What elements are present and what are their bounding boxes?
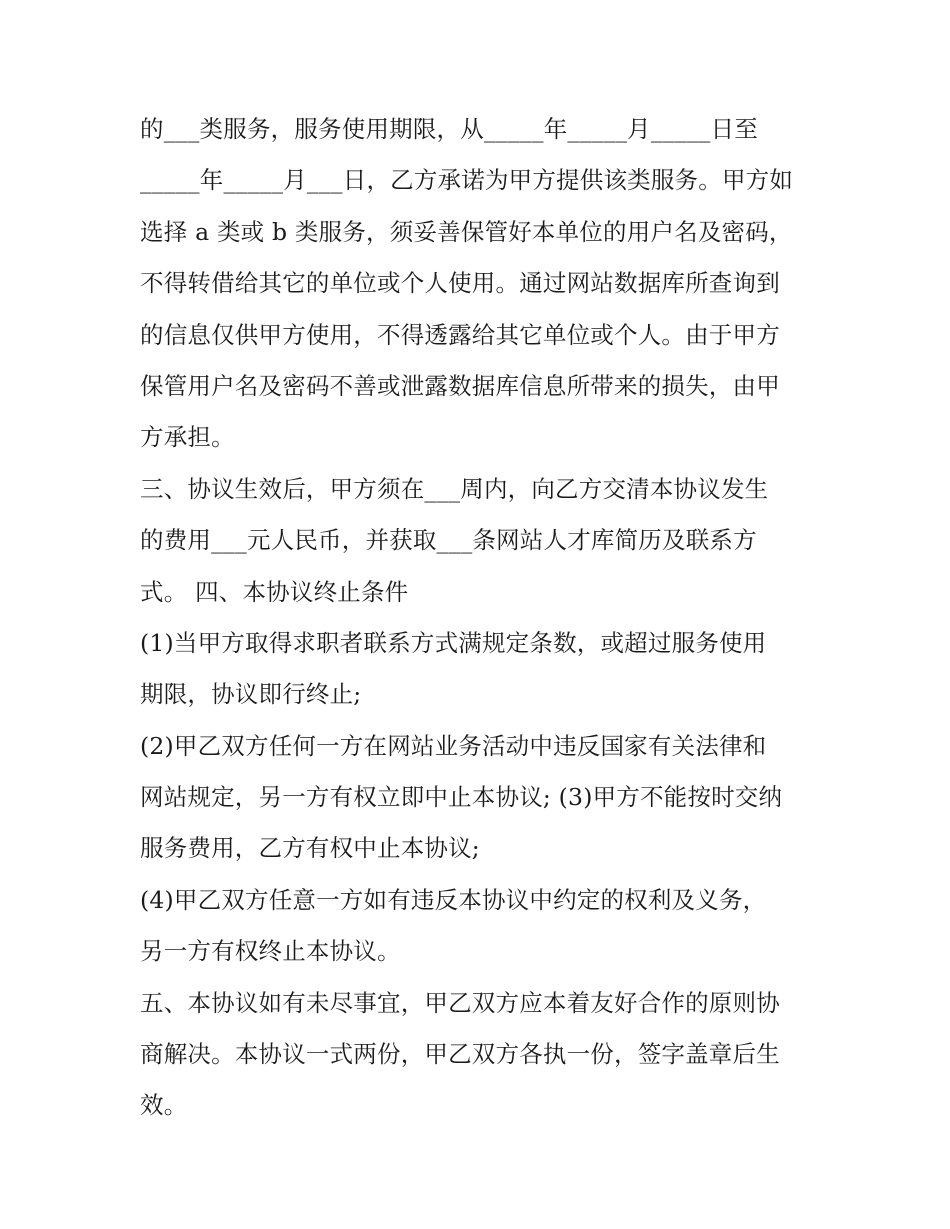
text-line: 另一方有权终止本协议。 xyxy=(140,937,401,966)
section-four-heading-line: 式。 四、本协议终止条件 xyxy=(140,577,409,606)
clause-4-line: (4)甲乙双方任意一方如有违反本协议中约定的权利及义务， xyxy=(140,885,767,914)
text-line: 方承担。 xyxy=(140,423,235,452)
text-line: 效。 xyxy=(140,1091,188,1120)
text-line: 的费用___元人民币，并获取___条网站人才库简历及联系方 xyxy=(140,526,757,555)
text-line: 保管用户名及密码不善或泄露数据库信息所带来的损失，由甲 xyxy=(140,371,780,400)
clause-1-line: (1)当甲方取得求职者联系方式满规定条数，或超过服务使用 xyxy=(140,628,767,657)
text-line: 商解决。本协议一式两份，甲乙双方各执一份，签字盖章后生 xyxy=(140,1040,780,1069)
agreement-body-text xyxy=(140,104,830,1132)
section-three-line: 三、协议生效后，甲方须在___周内，向乙方交清本协议发生 xyxy=(140,474,769,503)
text-line: 选择 a 类或 b 类服务，须妥善保管好本单位的用户名及密码， xyxy=(140,217,793,246)
clause-2-line: (2)甲乙双方任何一方在网站业务活动中违反国家有关法律和 xyxy=(140,731,767,760)
text-line: 服务费用，乙方有权中止本协议; xyxy=(140,834,480,863)
text-line: 的信息仅供甲方使用，不得透露给其它单位或个人。由于甲方 xyxy=(140,320,780,349)
text-line: 的___类服务，服务使用期限，从_____年_____月_____日至 xyxy=(140,115,758,143)
text-line: _____年_____月___日，乙方承诺为甲方提供该类服务。甲方如 xyxy=(140,166,794,195)
text-line: 期限，协议即行终止; xyxy=(140,680,362,709)
section-five-line: 五、本协议如有未尽事宜，甲乙双方应本着友好合作的原则协 xyxy=(140,988,780,1017)
clause-3-line: 网站规定，另一方有权立即中止本协议; (3)甲方不能按时交纳 xyxy=(140,783,783,812)
text-line: 不得转借给其它的单位或个人使用。通过网站数据库所查询到 xyxy=(140,269,780,298)
